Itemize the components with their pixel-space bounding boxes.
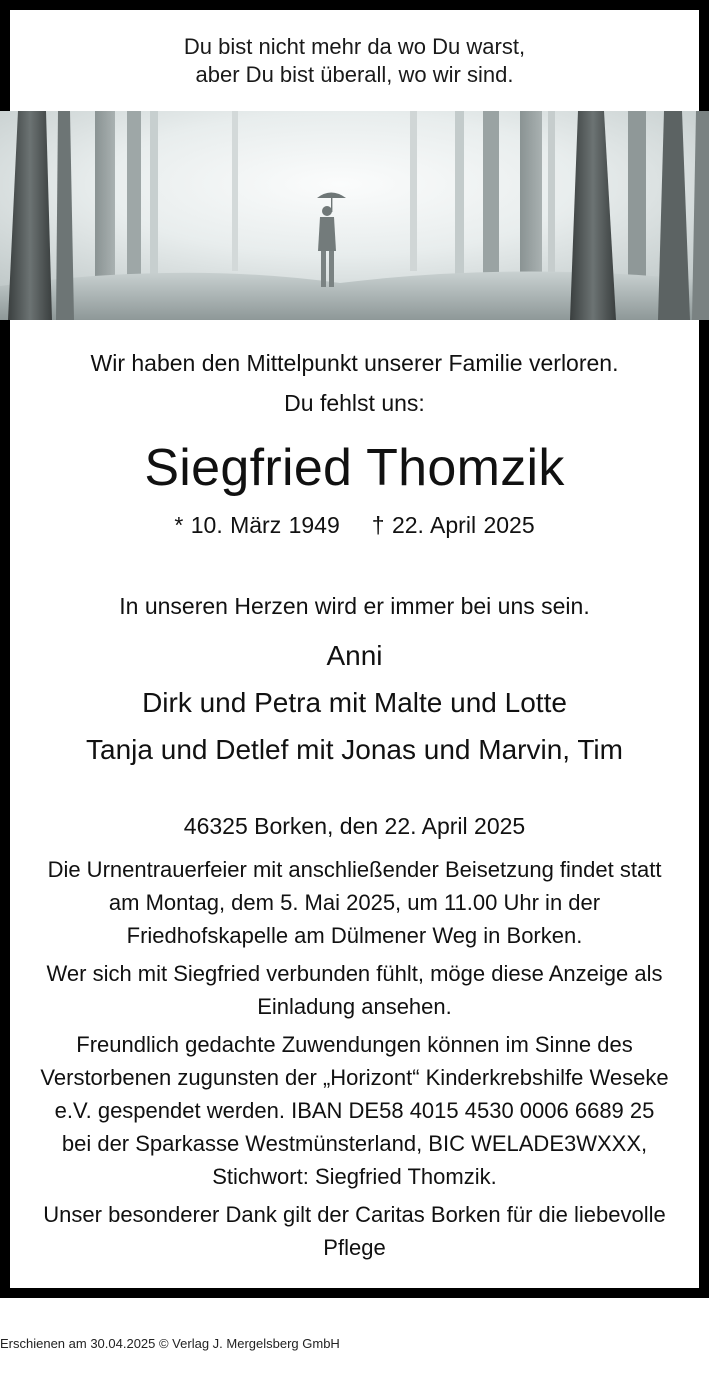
- thanks-paragraph: Unser besonderer Dank gilt der Caritas Borken für die liebevolle Pflege: [43, 1202, 666, 1260]
- mourner-line: Dirk und Petra mit Malte und Lotte: [142, 687, 567, 718]
- intro-line-1: Wir haben den Mittelpunkt unserer Familie verloren.: [90, 350, 619, 376]
- ceremony-paragraph: Die Urnentrauerfeier mit anschließender Beisetzung findet statt am Montag, dem 5. Mai 2025, um 11.00 Uhr in der Friedhofskapelle am Dülmener Weg in Borken.: [47, 857, 662, 948]
- heart-line: In unseren Herzen wird er immer bei uns sein.: [119, 593, 590, 619]
- death-date: † 22. April 2025: [371, 512, 535, 538]
- place-date: 46325 Borken, den 22. April 2025: [183, 813, 526, 839]
- forest-person-umbrella-icon: [0, 111, 709, 320]
- intro-line-2: Du fehlst uns:: [284, 390, 425, 416]
- mourner-line: Tanja und Detlef mit Jonas und Marvin, Tim: [86, 734, 623, 765]
- publication-footer: Erschienen am 30.04.2025 © Verlag J. Mergelsberg GmbH: [0, 1336, 340, 1351]
- intro-text: [10, 343, 699, 423]
- quote-line-1: Du bist nicht mehr da wo Du warst,: [183, 34, 526, 59]
- mourners-list: [10, 632, 699, 773]
- quote: [10, 33, 699, 89]
- invitation-paragraph: Wer sich mit Siegfried verbunden fühlt, möge diese Anzeige als Einladung ansehen.: [46, 961, 663, 1019]
- donation-paragraph: Freundlich gedachte Zuwendungen können im Sinne des Verstorbenen zugunsten der „Horizont“ Kinderkrebshilfe Weseke e.V. gespendet werden. IBAN DE58 4015 4530 0006 6689 25 bei der Sparkasse Westmünsterland, BIC WELADE3WXXX, Stichwort: Siegfried Thomzik.: [40, 1032, 669, 1189]
- quote-line-2: aber Du bist überall, wo wir sind.: [195, 62, 514, 87]
- life-dates: [10, 509, 699, 541]
- funeral-details: [38, 853, 671, 1269]
- foggy-forest-photo: [0, 111, 709, 320]
- mourner-line: Anni: [326, 640, 383, 671]
- obituary-card: [10, 10, 699, 1288]
- deceased-name: Siegfried Thomzik: [144, 439, 565, 497]
- birth-date: * 10. März 1949: [174, 512, 340, 538]
